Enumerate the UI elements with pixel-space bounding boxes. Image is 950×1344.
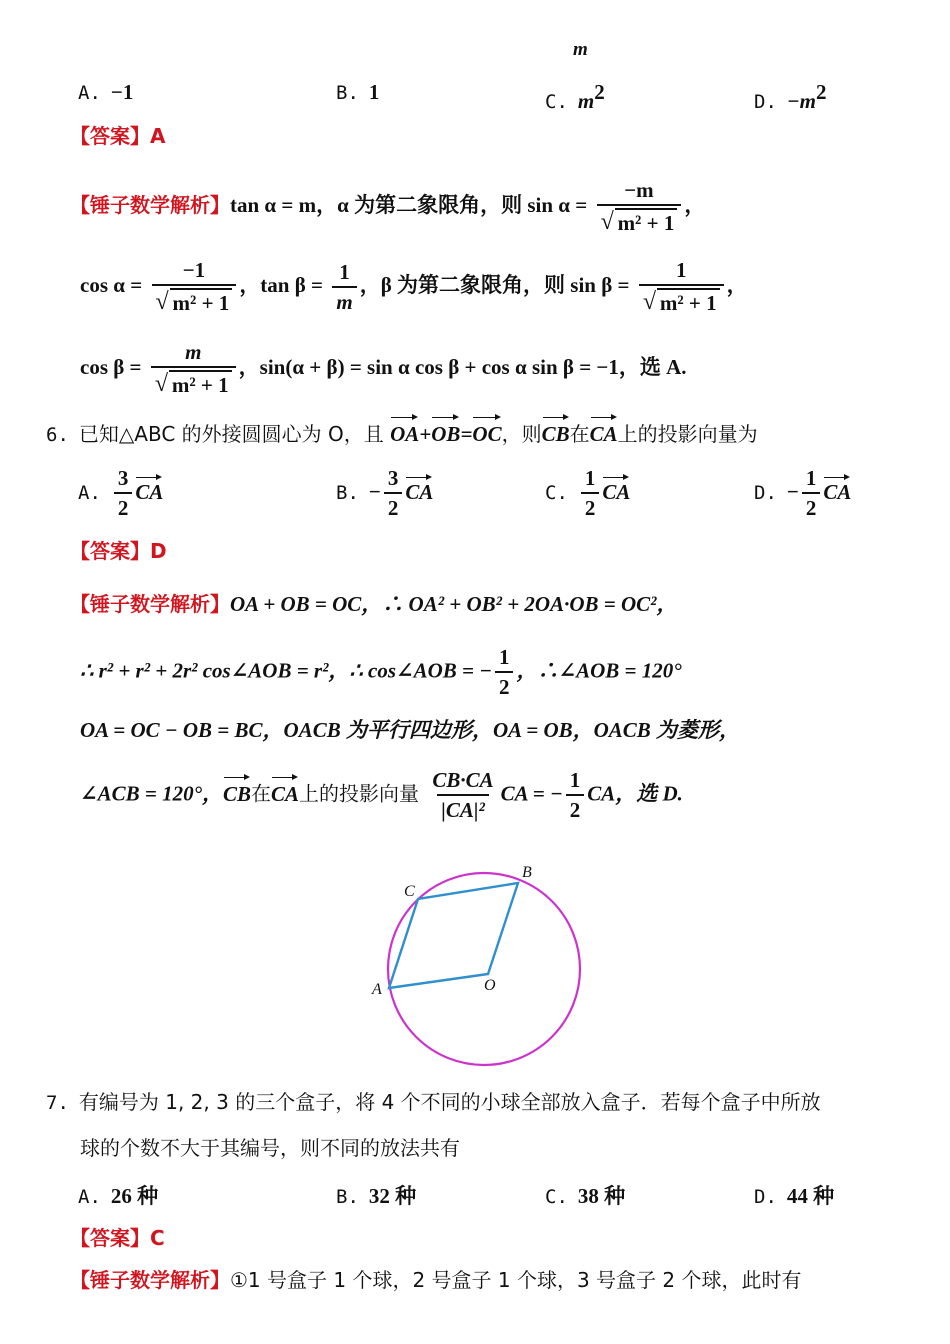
q5-analysis-line-1: 【锤子数学解析】tan α = m，α 为第二象限角，则 sin α = −m √ m² + 1 ， (70, 178, 706, 235)
q6-analysis-line-4: ∠ACB = 120°，CB在CA上的投影向量 $\frac{CB\cdot CA}{\text{|CA|²}}$ CA = − $\frac{1}{2}$ CA，选 D. (80, 768, 683, 822)
q7-stem-line-1: 7. 有编号为 1, 2, 3 的三个盒子，将 4 个不同的小球全部放入盒子．若每个盒子中所放 (46, 1090, 821, 1114)
top-fraction-remnant: m (573, 39, 588, 60)
q5-answer: 【答案】A (70, 124, 166, 148)
q6-option-a[interactable]: A. $\frac{3}{2}$ CA (78, 466, 164, 520)
q5-analysis-line-2: cos α = −1 √ m² + 1 ，tan β = $\frac{1}{m}$ ，β 为第二象限角，则 sin β = 1 √ m² + 1 ， (80, 258, 748, 315)
q6-analysis-line-2: ∴ r² + r² + 2r² cos∠AOB = r²，∴ cos∠AOB = − $\frac{1}{2}$ ，∴∠AOB = 120° (80, 645, 682, 699)
q7-stem-line-2: 球的个数不大于其编号，则不同的放法共有 (80, 1136, 460, 1160)
q6-option-c[interactable]: C. $\frac{1}{2}$ CA (545, 466, 631, 520)
q6-analysis-line-3: OA = OC − OB = BC，OACB 为平行四边形，OA = OB，OACB 为菱形， (80, 718, 741, 742)
q5-option-c[interactable]: C. $m^2$ (545, 80, 605, 113)
q7-option-d[interactable]: D. 44 种 (754, 1184, 835, 1208)
q6-answer: 【答案】D (70, 539, 167, 563)
q7-option-a[interactable]: A. 26 种 (78, 1184, 159, 1208)
q7-analysis-line-1: 【锤子数学解析】①1 号盒子 1 个球，2 号盒子 1 个球，3 号盒子 2 个球，此时有 (70, 1268, 802, 1292)
q6-option-b[interactable]: B. − $\frac{3}{2}$ CA (336, 466, 434, 520)
q7-answer: 【答案】C (70, 1226, 165, 1250)
q7-option-c[interactable]: C. 38 种 (545, 1184, 626, 1208)
q5-option-b[interactable]: B. 1 (336, 80, 380, 104)
q5-option-a[interactable]: A. −1 (78, 80, 134, 104)
q6-option-d[interactable]: D. − $\frac{1}{2}$ CA (754, 466, 852, 520)
q6-stem: 6. 已知△ABC 的外接圆圆心为 O，且 OA+OB=OC，则CB在CA上的投影向量为 (46, 414, 758, 449)
label-b: B (522, 864, 532, 881)
label-a: A (372, 981, 382, 998)
label-c: C (404, 883, 415, 900)
q6-analysis-line-1: 【锤子数学解析】OA + OB = OC，∴ OA² + OB² + 2OA·OB = OC²， (70, 592, 678, 616)
q5-sin-alpha-fraction: −m √ m² + 1 (597, 178, 682, 235)
q5-analysis-line-3: cos β = m √ m² + 1 ，sin(α + β) = sin α cos β + cos α sin β = −1，选 A. (80, 340, 687, 397)
label-o: O (484, 977, 496, 994)
q5-option-d[interactable]: D. $-m^2$ (754, 80, 827, 113)
q7-option-b[interactable]: B. 32 种 (336, 1184, 417, 1208)
